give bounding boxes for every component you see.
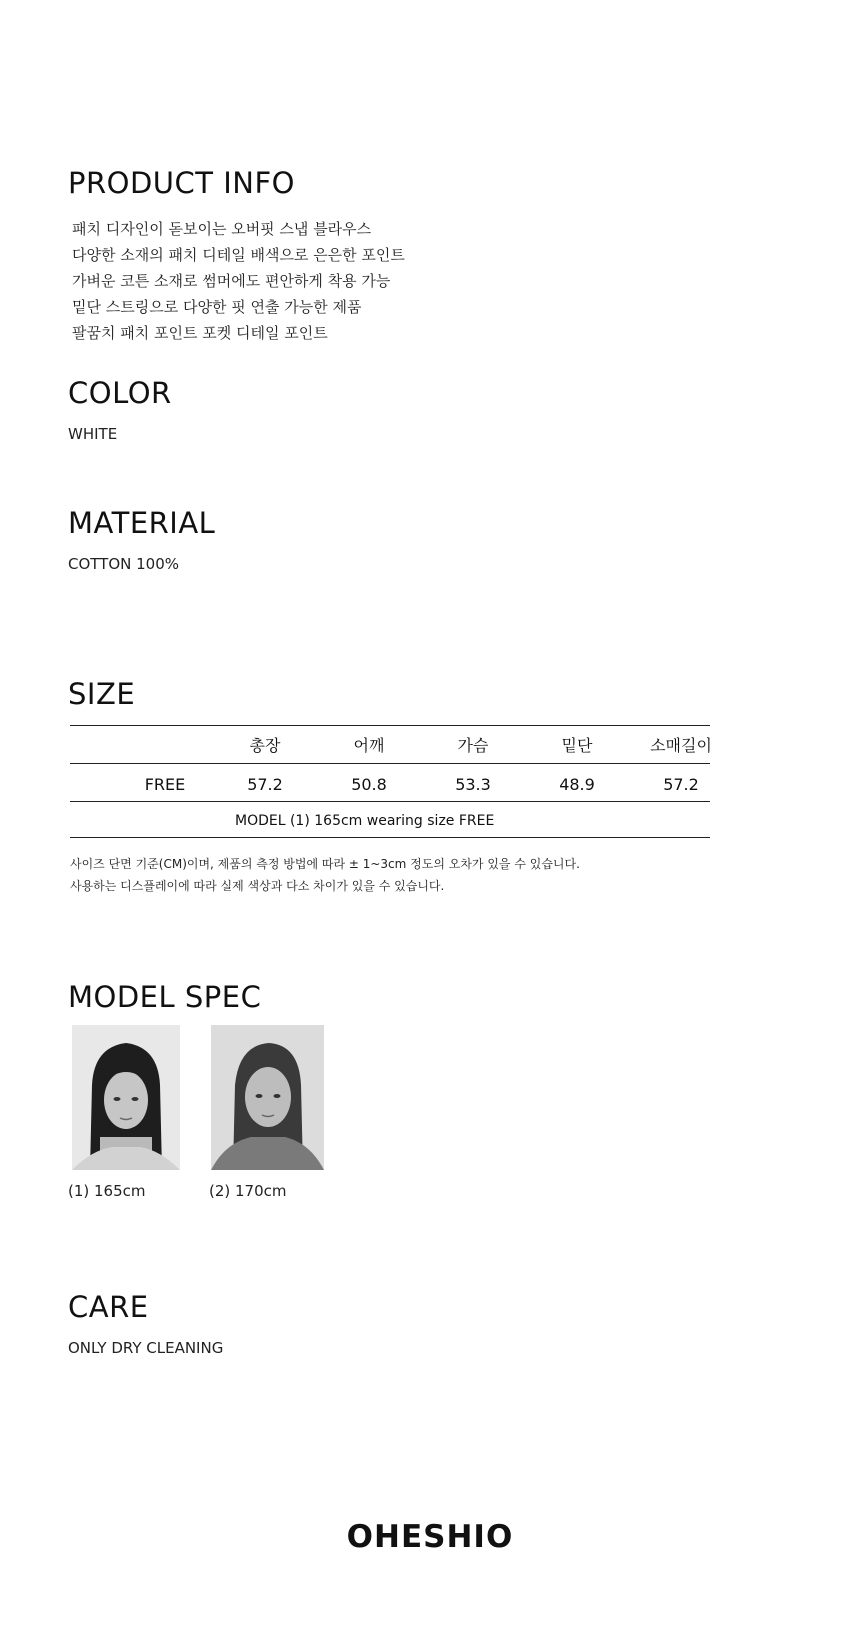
size-col-sleeve: 소매길이 <box>650 736 712 755</box>
size-row-label: FREE <box>144 775 186 794</box>
size-note-1: 사이즈 단면 기준(CM)이며, 제품의 측정 방법에 따라 ± 1~3cm 정도의 오차가 있을 수 있습니다. <box>70 857 580 871</box>
size-notes <box>70 853 580 897</box>
table-rule-bottom <box>70 837 710 838</box>
material-heading: MATERIAL <box>68 506 216 540</box>
brand-logo: OHESHIO <box>346 1519 514 1555</box>
model-1-caption: (1) 165cm <box>68 1182 146 1200</box>
size-col-hem: 밑단 <box>561 736 593 755</box>
table-rule-middle <box>70 801 710 802</box>
product-info-line-3: 가벼운 코튼 소재로 썸머에도 편안하게 착용 가능 <box>72 272 391 290</box>
size-value-hem: 48.9 <box>559 775 595 794</box>
model-1-photo <box>72 1025 180 1170</box>
care-heading: CARE <box>68 1290 149 1324</box>
size-heading: SIZE <box>68 677 136 711</box>
size-value-shoulder: 50.8 <box>351 775 387 794</box>
color-heading: COLOR <box>68 376 172 410</box>
model-2-photo <box>211 1025 324 1170</box>
size-value-length: 57.2 <box>247 775 283 794</box>
size-col-chest: 가슴 <box>457 736 489 755</box>
table-rule-top <box>70 725 710 726</box>
size-col-length: 총장 <box>249 736 281 755</box>
table-rule-header <box>70 763 710 764</box>
size-table <box>70 725 710 840</box>
size-col-shoulder: 어깨 <box>353 736 385 755</box>
product-info-list <box>72 216 405 346</box>
size-value-chest: 53.3 <box>455 775 491 794</box>
color-value: WHITE <box>68 425 118 443</box>
product-info-line-5: 팔꿈치 패치 포인트 포켓 디테일 포인트 <box>72 324 328 342</box>
product-info-line-1: 패치 디자인이 돋보이는 오버핏 스냅 블라우스 <box>72 220 372 238</box>
size-note-2: 사용하는 디스플레이에 따라 실제 색상과 다소 차이가 있을 수 있습니다. <box>70 879 445 893</box>
product-info-heading: PRODUCT INFO <box>68 166 295 200</box>
care-value: ONLY DRY CLEANING <box>68 1339 224 1357</box>
product-info-line-4: 밑단 스트링으로 다양한 핏 연출 가능한 제품 <box>72 298 362 316</box>
product-info-line-2: 다양한 소재의 패치 디테일 배색으로 은은한 포인트 <box>72 246 405 264</box>
model-wearing-note: MODEL (1) 165cm wearing size FREE <box>235 813 495 829</box>
model-spec-heading: MODEL SPEC <box>68 980 262 1014</box>
size-value-sleeve: 57.2 <box>663 775 699 794</box>
material-value: COTTON 100% <box>68 555 180 573</box>
model-2-caption: (2) 170cm <box>209 1182 287 1200</box>
